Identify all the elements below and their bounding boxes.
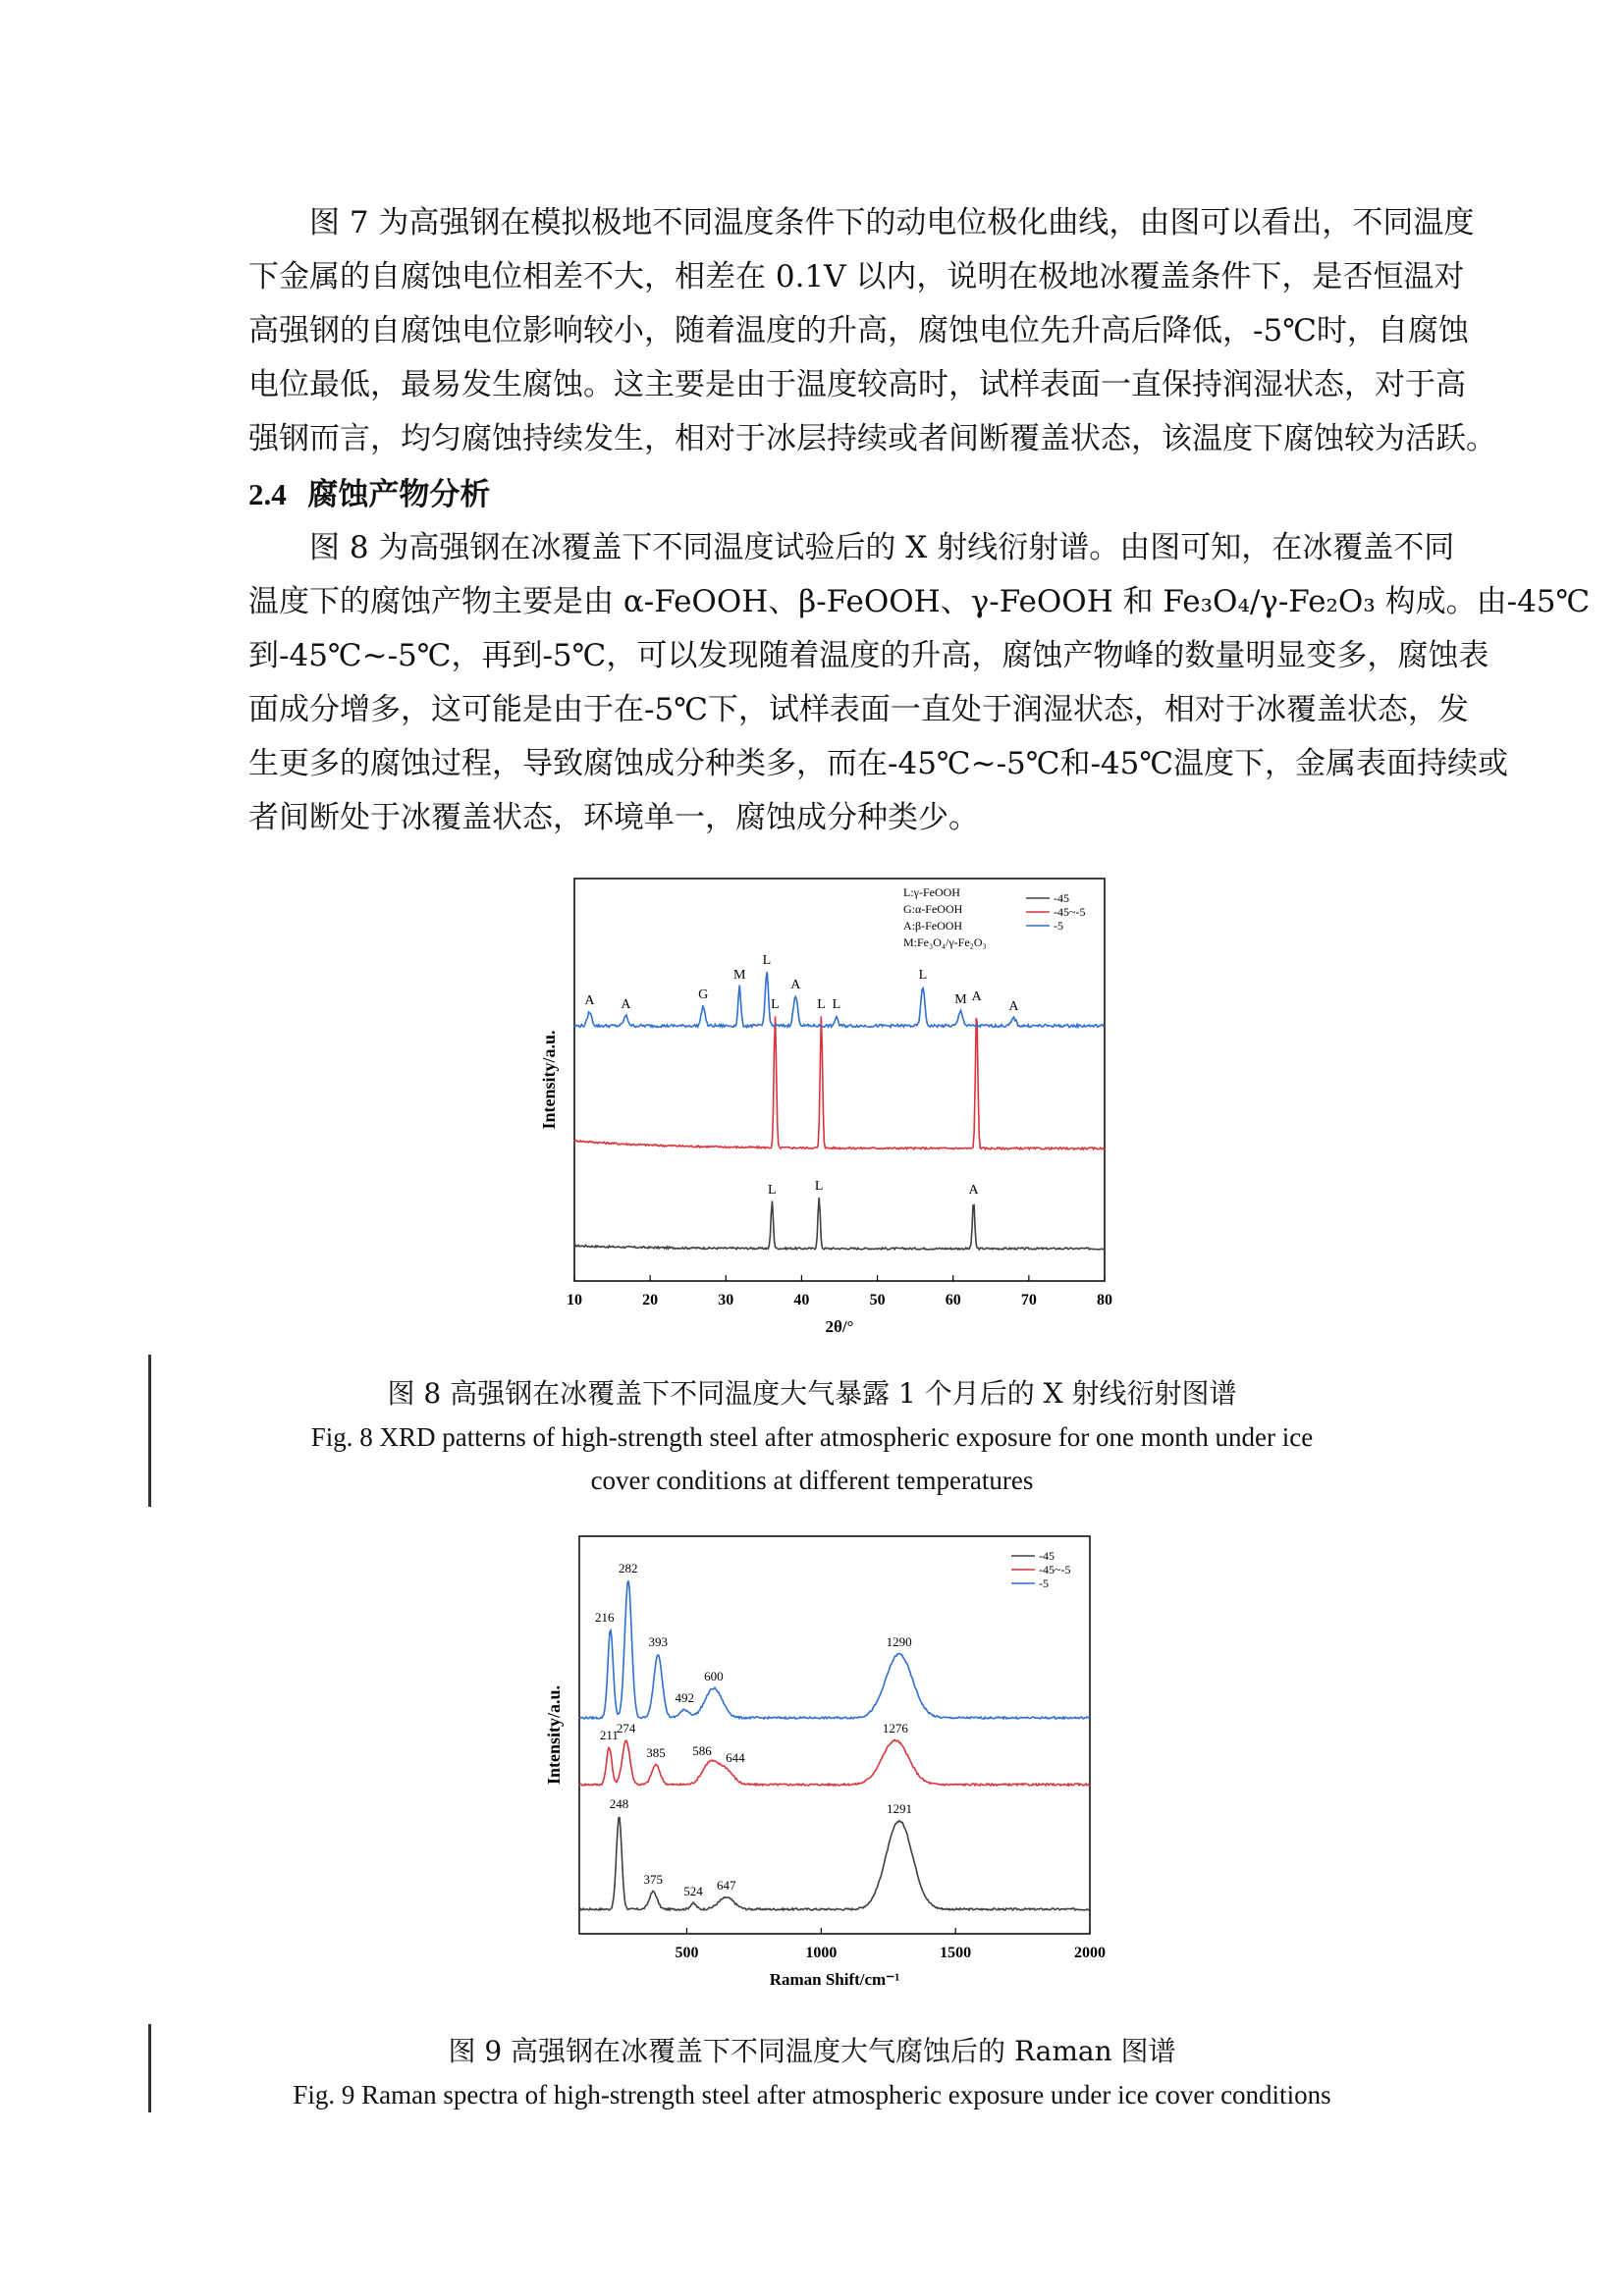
legend-label: -45 — [1039, 1549, 1055, 1563]
figure-8-caption-en: Fig. 8 XRD patterns of high-strength steel after atmospheric exposure for one month under ice — [310, 1422, 1314, 1452]
legend-label: -45~-5 — [1054, 905, 1086, 919]
peak-label: 1276 — [882, 1721, 908, 1735]
x-tick-label: 20 — [642, 1292, 659, 1308]
series-line--45 — [574, 1198, 1105, 1250]
peak-label: 644 — [726, 1750, 745, 1765]
series-line--5 — [579, 1580, 1090, 1719]
x-tick-label: 1000 — [805, 1945, 838, 1961]
y-axis-label: Intensity/a.u. — [544, 1684, 564, 1786]
peak-label: 282 — [619, 1561, 638, 1575]
raman-chart — [511, 1531, 1119, 2002]
x-axis-label: 2θ/° — [825, 1317, 854, 1336]
paragraph-line: 温度下的腐蚀产物主要是由 α-FeOOH、β-FeOOH、γ-FeOOH 和 Fe₃O₄/γ-Fe₂O₃ 构成。由-45℃ — [248, 584, 1591, 619]
peak-label: G — [698, 988, 709, 1002]
y-axis-label: Intensity/a.u. — [539, 1030, 559, 1130]
paragraph-line: 者间断处于冰覆盖状态，环境单一，腐蚀成分种类少。 — [248, 800, 979, 835]
figure-8-caption-zh: 图 8 高强钢在冰覆盖下不同温度大气暴露 1 个月后的 X 射线衍射图谱 — [387, 1377, 1237, 1410]
peak-label: A — [971, 989, 982, 1004]
peak-label: L — [832, 997, 841, 1012]
peak-label: A — [968, 1183, 979, 1198]
peak-label: 375 — [643, 1872, 664, 1887]
figure-8-caption-en-2: cover conditions at different temperatures — [590, 1466, 1034, 1495]
peak-label: L — [817, 997, 826, 1012]
section-heading — [248, 467, 490, 522]
peak-label: 274 — [616, 1721, 636, 1735]
x-tick-label: 30 — [718, 1292, 734, 1308]
figure-9-caption-en: Fig. 9 Raman spectra of high-strength steel after atmospheric exposure under ice cover conditions — [293, 2080, 1331, 2109]
figure-8-caption — [196, 1372, 1428, 1502]
peak-label: 1290 — [886, 1634, 912, 1649]
peak-label: 248 — [609, 1796, 629, 1811]
paragraph-line: 图 7 为高强钢在模拟极地不同温度条件下的动电位极化曲线，由图可以看出，不同温度 — [309, 205, 1475, 240]
change-bar — [148, 2024, 151, 2112]
change-bar — [148, 1355, 151, 1507]
x-tick-label: 40 — [793, 1292, 810, 1308]
x-tick-label: 500 — [675, 1945, 699, 1961]
plot-frame — [574, 879, 1105, 1281]
legend-label: -5 — [1054, 919, 1063, 933]
paragraph-line: 面成分增多，这可能是由于在-5℃下，试样表面一直处于润湿状态，相对于冰覆盖状态，发 — [248, 692, 1469, 727]
peak-label: L — [918, 968, 928, 983]
phase-legend-entry: L:γ-FeOOH — [903, 885, 960, 899]
peak-label: A — [1008, 999, 1019, 1014]
peak-label: L — [768, 1183, 777, 1198]
peak-label: 385 — [646, 1745, 666, 1760]
peak-label: L — [762, 953, 772, 968]
peak-label: L — [814, 1179, 824, 1194]
x-tick-label: 10 — [567, 1292, 582, 1308]
legend-label: -45 — [1054, 891, 1069, 905]
peak-label: A — [584, 993, 595, 1008]
section-title: 腐蚀产物分析 — [307, 477, 491, 512]
paragraph-1 — [248, 196, 1496, 466]
peak-label: 524 — [683, 1884, 703, 1898]
peak-label: M — [732, 968, 746, 983]
x-tick-label: 1500 — [940, 1945, 972, 1961]
peak-label: 393 — [648, 1634, 668, 1649]
legend-label: -45~-5 — [1039, 1563, 1071, 1576]
peak-label: 647 — [716, 1878, 736, 1893]
paragraph-line: 高强钢的自腐蚀电位影响较小，随着温度的升高，腐蚀电位先升高后降低，-5℃时，自腐蚀 — [248, 313, 1469, 348]
paragraph-line: 图 8 为高强钢在冰覆盖下不同温度试验后的 X 射线衍射谱。由图可知，在冰覆盖不同 — [309, 530, 1455, 565]
peak-label: 586 — [692, 1743, 712, 1758]
peak-label: 492 — [675, 1690, 695, 1705]
figure-9-caption-zh: 图 9 高强钢在冰覆盖下不同温度大气腐蚀后的 Raman 图谱 — [448, 2035, 1176, 2067]
legend-label: -5 — [1039, 1576, 1049, 1590]
series-line--45 — [579, 1818, 1090, 1910]
peak-label: 216 — [594, 1610, 615, 1625]
paragraph-line: 下金属的自腐蚀电位相差不大，相差在 0.1V 以内，说明在极地冰覆盖条件下，是否恒温对 — [248, 259, 1465, 294]
series-line--45~-5 — [574, 1016, 1105, 1149]
peak-label: L — [771, 997, 780, 1012]
xrd-chart — [511, 864, 1119, 1355]
x-tick-label: 50 — [869, 1292, 886, 1308]
paragraph-line: 到-45℃~-5℃，再到-5℃，可以发现随着温度的升高，腐蚀产物峰的数量明显变多，腐蚀表 — [248, 638, 1489, 673]
peak-label: 600 — [704, 1669, 724, 1683]
x-tick-label: 2000 — [1074, 1945, 1106, 1961]
x-tick-label: 70 — [1020, 1292, 1037, 1308]
phase-legend-entry: M:Fe₃O₄/γ-Fe₂O₃ — [903, 935, 987, 949]
phase-legend-entry: G:α-FeOOH — [903, 902, 963, 916]
paragraph-line: 生更多的腐蚀过程，导致腐蚀成分种类多，而在-45℃~-5℃和-45℃温度下，金属表面持续或 — [248, 746, 1509, 781]
peak-label: 211 — [599, 1728, 619, 1742]
x-tick-label: 80 — [1097, 1292, 1112, 1308]
section-number: 2.4 — [248, 477, 287, 511]
peak-label: A — [621, 997, 631, 1012]
peak-label: A — [790, 978, 801, 992]
figure-9-caption — [196, 2030, 1428, 2116]
paragraph-line: 强钢而言，均匀腐蚀持续发生，相对于冰层持续或者间断覆盖状态，该温度下腐蚀较为活跃。 — [248, 421, 1496, 456]
phase-legend-entry: A:β-FeOOH — [903, 919, 963, 933]
peak-label: 1291 — [886, 1801, 912, 1816]
paragraph-2 — [248, 521, 1591, 845]
peak-label: M — [954, 992, 967, 1007]
x-tick-label: 60 — [945, 1292, 961, 1308]
paragraph-line: 电位最低，最易发生腐蚀。这主要是由于温度较高时，试样表面一直保持润湿状态，对于高 — [248, 367, 1466, 402]
x-axis-label: Raman Shift/cm⁻¹ — [769, 1970, 900, 1989]
